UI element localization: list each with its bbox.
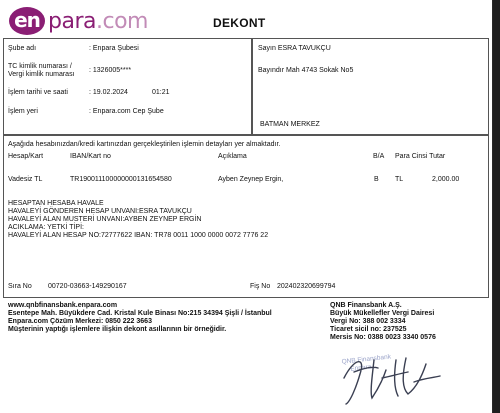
transaction-date-value: : 19.02.2024 <box>89 89 128 96</box>
row-description: Ayben Zeynep Ergin, <box>218 176 284 183</box>
detail-line: HAVALEYİ ALAN HESAP NO:72777622 IBAN: TR78 0011 1000 0000 0072 7776 22 <box>8 232 269 239</box>
row-amount: 2,000.00 <box>432 176 460 183</box>
recipient-city: BATMAN MERKEZ <box>260 121 320 128</box>
bank-stamp: QNB Finansbank Enpara <box>341 353 392 373</box>
sequence-value: 00720-03663-149290167 <box>48 283 127 290</box>
header-ba: B/A <box>373 153 385 160</box>
detail-line: HESAPTAN HESABA HAVALE <box>8 200 104 207</box>
detail-line: HAVALEYİ GÖNDEREN HESAP UNVANI:ESRA TAVUKÇU <box>8 208 192 215</box>
row-ba: B <box>374 176 379 183</box>
footer-right-line: Vergi No: 388 002 3334 <box>330 318 406 325</box>
branch-label: Şube adı <box>8 45 37 52</box>
header-account: Hesap/Kart <box>8 153 44 160</box>
transaction-time-value: 01:21 <box>152 89 170 96</box>
footer-right-line: Mersis No: 0388 0023 3340 0576 <box>330 334 436 341</box>
transaction-place-value: : Enpara.com Cep Şube <box>89 108 164 115</box>
receipt-value: 202402320699794 <box>277 283 336 290</box>
sequence-label: Sıra No <box>8 283 32 290</box>
header-description: Açıklama <box>218 153 247 160</box>
logo-word: para <box>48 8 96 34</box>
logo-domain: .com <box>95 8 148 34</box>
tc-value: : 1326005**** <box>89 67 132 74</box>
intro-text: Aşağıda hesabınızdan/kredi kartınızdan gerçekleştirilen işlemin detayları yer almaktadır. <box>8 141 281 148</box>
signature-image <box>336 348 446 406</box>
detail-line: ACIKLAMA: YETKİ TİPİ: <box>8 224 84 231</box>
footer-left-line: Müşterinin yaptığı işlemlere ilişkin dekont asıllarının bir örneğidir. <box>8 326 227 333</box>
footer-left-line: www.qnbfinansbank.enpara.com <box>8 302 118 309</box>
enpara-logo <box>9 6 148 36</box>
row-account: Vadesiz TL <box>8 176 43 183</box>
transaction-place-label: İşlem yeri <box>8 108 38 115</box>
footer-left-line: Enpara.com Çözüm Merkezi: 0850 222 3663 <box>8 318 152 325</box>
branch-value: : Enpara Şubesi <box>89 45 139 52</box>
footer-right-line: QNB Finansbank A.Ş. <box>330 302 402 309</box>
tc-label-line2: Vergi kimlik numarası <box>8 71 75 78</box>
document-title: DEKONT <box>213 16 266 30</box>
recipient-address: Bayındır Mah 4743 Sokak No5 <box>258 67 354 74</box>
footer-left-line: Esentepe Mah. Büyükdere Cad. Kristal Kule Binası No:215 34394 Şişli / İstanbul <box>8 310 272 317</box>
tc-label-line1: TC kimlik numarası / <box>8 63 72 70</box>
header-iban: IBAN/Kart no <box>70 153 111 160</box>
detail-line: HAVALEYİ ALAN MUSTERİ UNVANI:AYBEN ZEYNEP ERGİN <box>8 216 202 223</box>
logo-mark: en <box>9 7 45 35</box>
header-currency-amount: Para Cinsi Tutar <box>395 153 446 160</box>
row-iban: TR190011100000000131654580 <box>70 176 172 183</box>
row-currency: TL <box>395 176 404 183</box>
footer-right-line: Büyük Mükellefler Vergi Dairesi <box>330 310 435 317</box>
recipient-name: Sayın ESRA TAVUKÇU <box>258 45 331 52</box>
transaction-date-label: İşlem tarihi ve saati <box>8 89 68 96</box>
receipt-label: Fiş No <box>250 283 271 290</box>
footer-right-line: Ticaret sicil no: 237525 <box>330 326 407 333</box>
